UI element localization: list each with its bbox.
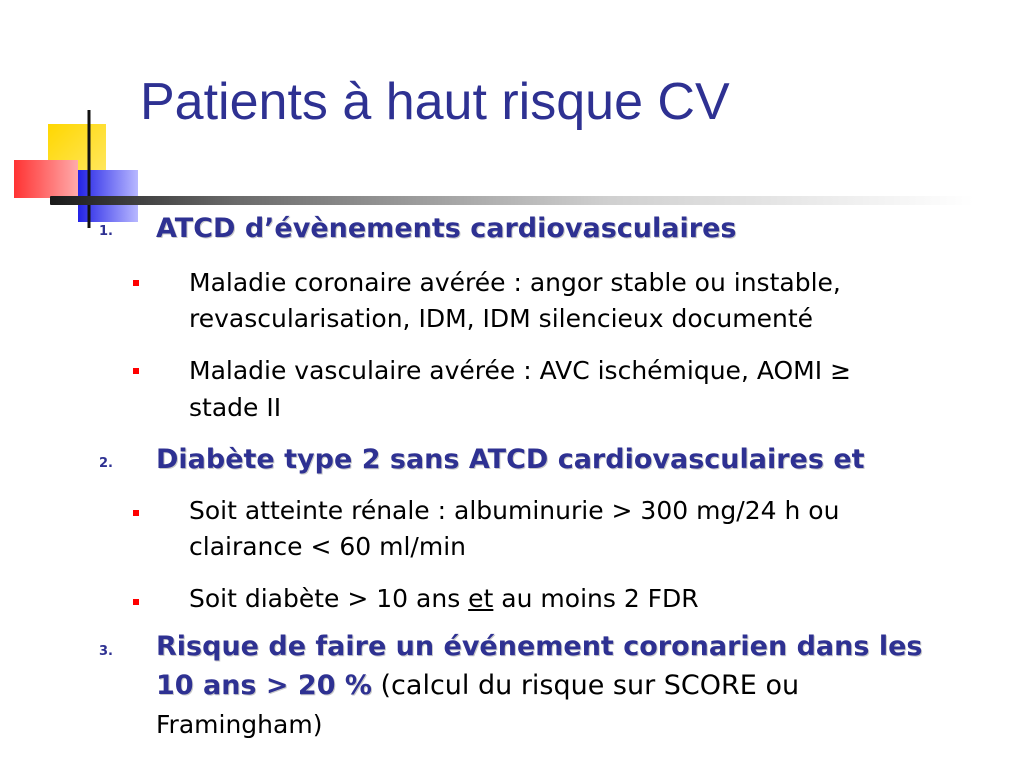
bullet-marker: [133, 510, 139, 516]
bullet-2-1-line2: clairance < 60 ml/min: [189, 532, 466, 561]
item-heading-3-line2: [156, 667, 799, 705]
bullet-1-1-line2: revascularisation, IDM, IDM silencieux documenté: [189, 304, 813, 333]
bullet-1-2-line2: stade II: [189, 393, 282, 422]
item-heading-3-line1: Risque de faire un événement coronarien dans les: [156, 631, 923, 662]
item-heading-3-bold: 10 ans > 20 %: [156, 670, 372, 701]
item-heading-1: ATCD d’évènements cardiovasculaires: [156, 213, 737, 244]
bullet-2-2-underlined: et: [468, 584, 494, 613]
item-number-3: 3.: [99, 644, 113, 659]
item-number-1: 1.: [99, 224, 113, 239]
bullet-marker: [133, 599, 139, 605]
bullet-2-2-text-a: Soit diabète > 10 ans: [189, 584, 469, 613]
item-heading-3-plain: (calcul du risque sur SCORE ou: [371, 670, 800, 701]
bullet-1-2-line1: Maladie vasculaire avérée : AVC ischémique, AOMI ≥: [189, 356, 852, 385]
bullet-marker: [133, 368, 139, 374]
item-heading-3-line3: Framingham): [156, 710, 323, 739]
item-heading-2: Diabète type 2 sans ATCD cardiovasculaires et: [156, 444, 865, 475]
logo-red-square: [14, 160, 78, 198]
bullet-2-1-line1: Soit atteinte rénale : albuminurie > 300 mg/24 h ou: [189, 496, 840, 525]
title-divider: [50, 196, 974, 205]
bullet-marker: [133, 280, 139, 286]
bullet-2-2: [189, 580, 699, 618]
page-title: Patients à haut risque CV: [140, 73, 730, 131]
bullet-1-1-line1: Maladie coronaire avérée : angor stable ou instable,: [189, 268, 841, 297]
item-number-2: 2.: [99, 456, 113, 471]
bullet-2-2-text-b: au moins 2 FDR: [493, 584, 699, 613]
